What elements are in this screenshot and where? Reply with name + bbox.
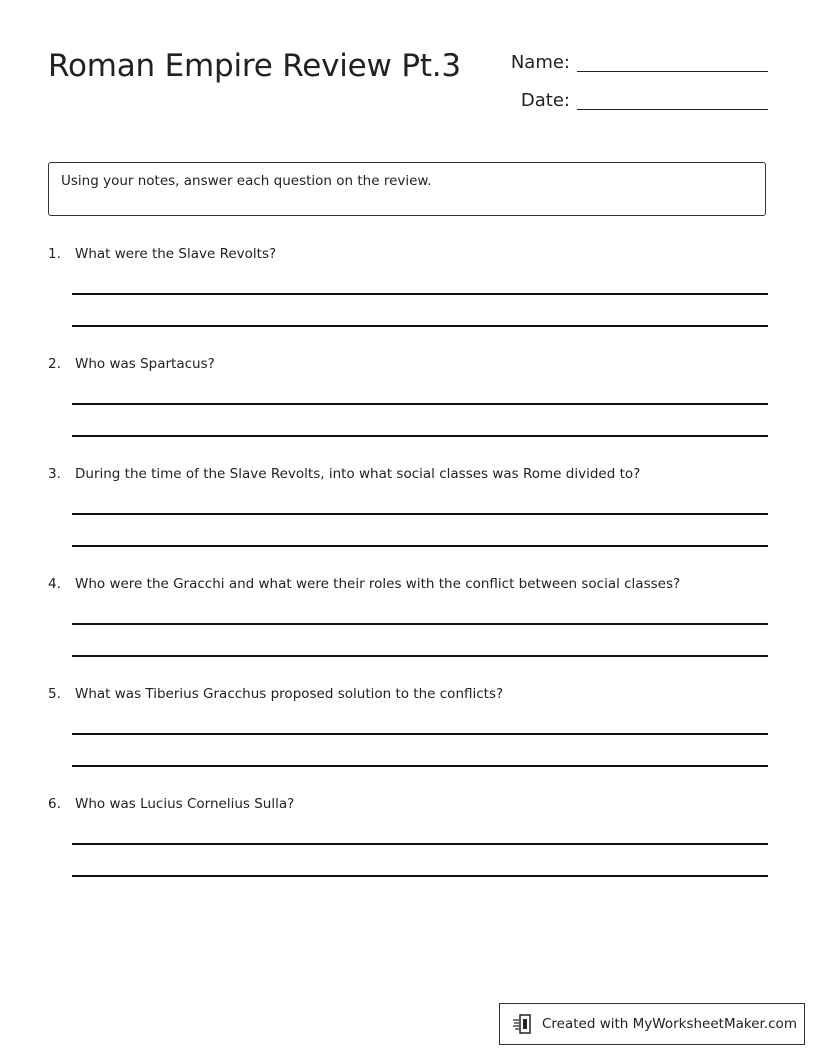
question-text: What was Tiberius Gracchus proposed solution to the conflicts? <box>75 686 504 702</box>
worksheet-title: Roman Empire Review Pt.3 <box>48 48 461 84</box>
question-number: 5. <box>48 686 61 702</box>
name-label: Name: <box>510 52 570 73</box>
date-line[interactable] <box>577 109 768 110</box>
question-number: 6. <box>48 796 61 812</box>
answer-line[interactable] <box>72 545 768 547</box>
worksheet-maker-logo-icon <box>512 1013 534 1035</box>
answer-line[interactable] <box>72 293 768 295</box>
answer-line[interactable] <box>72 513 768 515</box>
question-text: Who was Lucius Cornelius Sulla? <box>75 796 295 812</box>
question-number: 4. <box>48 576 61 592</box>
instructions-text: Using your notes, answer each question on the review. <box>61 173 432 189</box>
answer-line[interactable] <box>72 765 768 767</box>
answer-line[interactable] <box>72 435 768 437</box>
question-number: 1. <box>48 246 61 262</box>
question-text: What were the Slave Revolts? <box>75 246 277 262</box>
name-field <box>500 52 768 73</box>
footer-credit-text: Created with MyWorksheetMaker.com <box>542 1016 797 1032</box>
question-text: Who were the Gracchi and what were their roles with the conflict between social classes? <box>75 576 681 592</box>
instructions-box <box>48 162 766 216</box>
answer-line[interactable] <box>72 325 768 327</box>
question-text: During the time of the Slave Revolts, into what social classes was Rome divided to? <box>75 466 641 482</box>
question-number: 2. <box>48 356 61 372</box>
answer-line[interactable] <box>72 403 768 405</box>
date-field <box>500 90 768 111</box>
answer-line[interactable] <box>72 733 768 735</box>
answer-line[interactable] <box>72 623 768 625</box>
question-text: Who was Spartacus? <box>75 356 215 372</box>
answer-line[interactable] <box>72 655 768 657</box>
footer-credit-badge[interactable] <box>499 1003 805 1045</box>
answer-line[interactable] <box>72 875 768 877</box>
date-label: Date: <box>520 90 570 111</box>
answer-line[interactable] <box>72 843 768 845</box>
name-line[interactable] <box>577 71 768 72</box>
question-number: 3. <box>48 466 61 482</box>
